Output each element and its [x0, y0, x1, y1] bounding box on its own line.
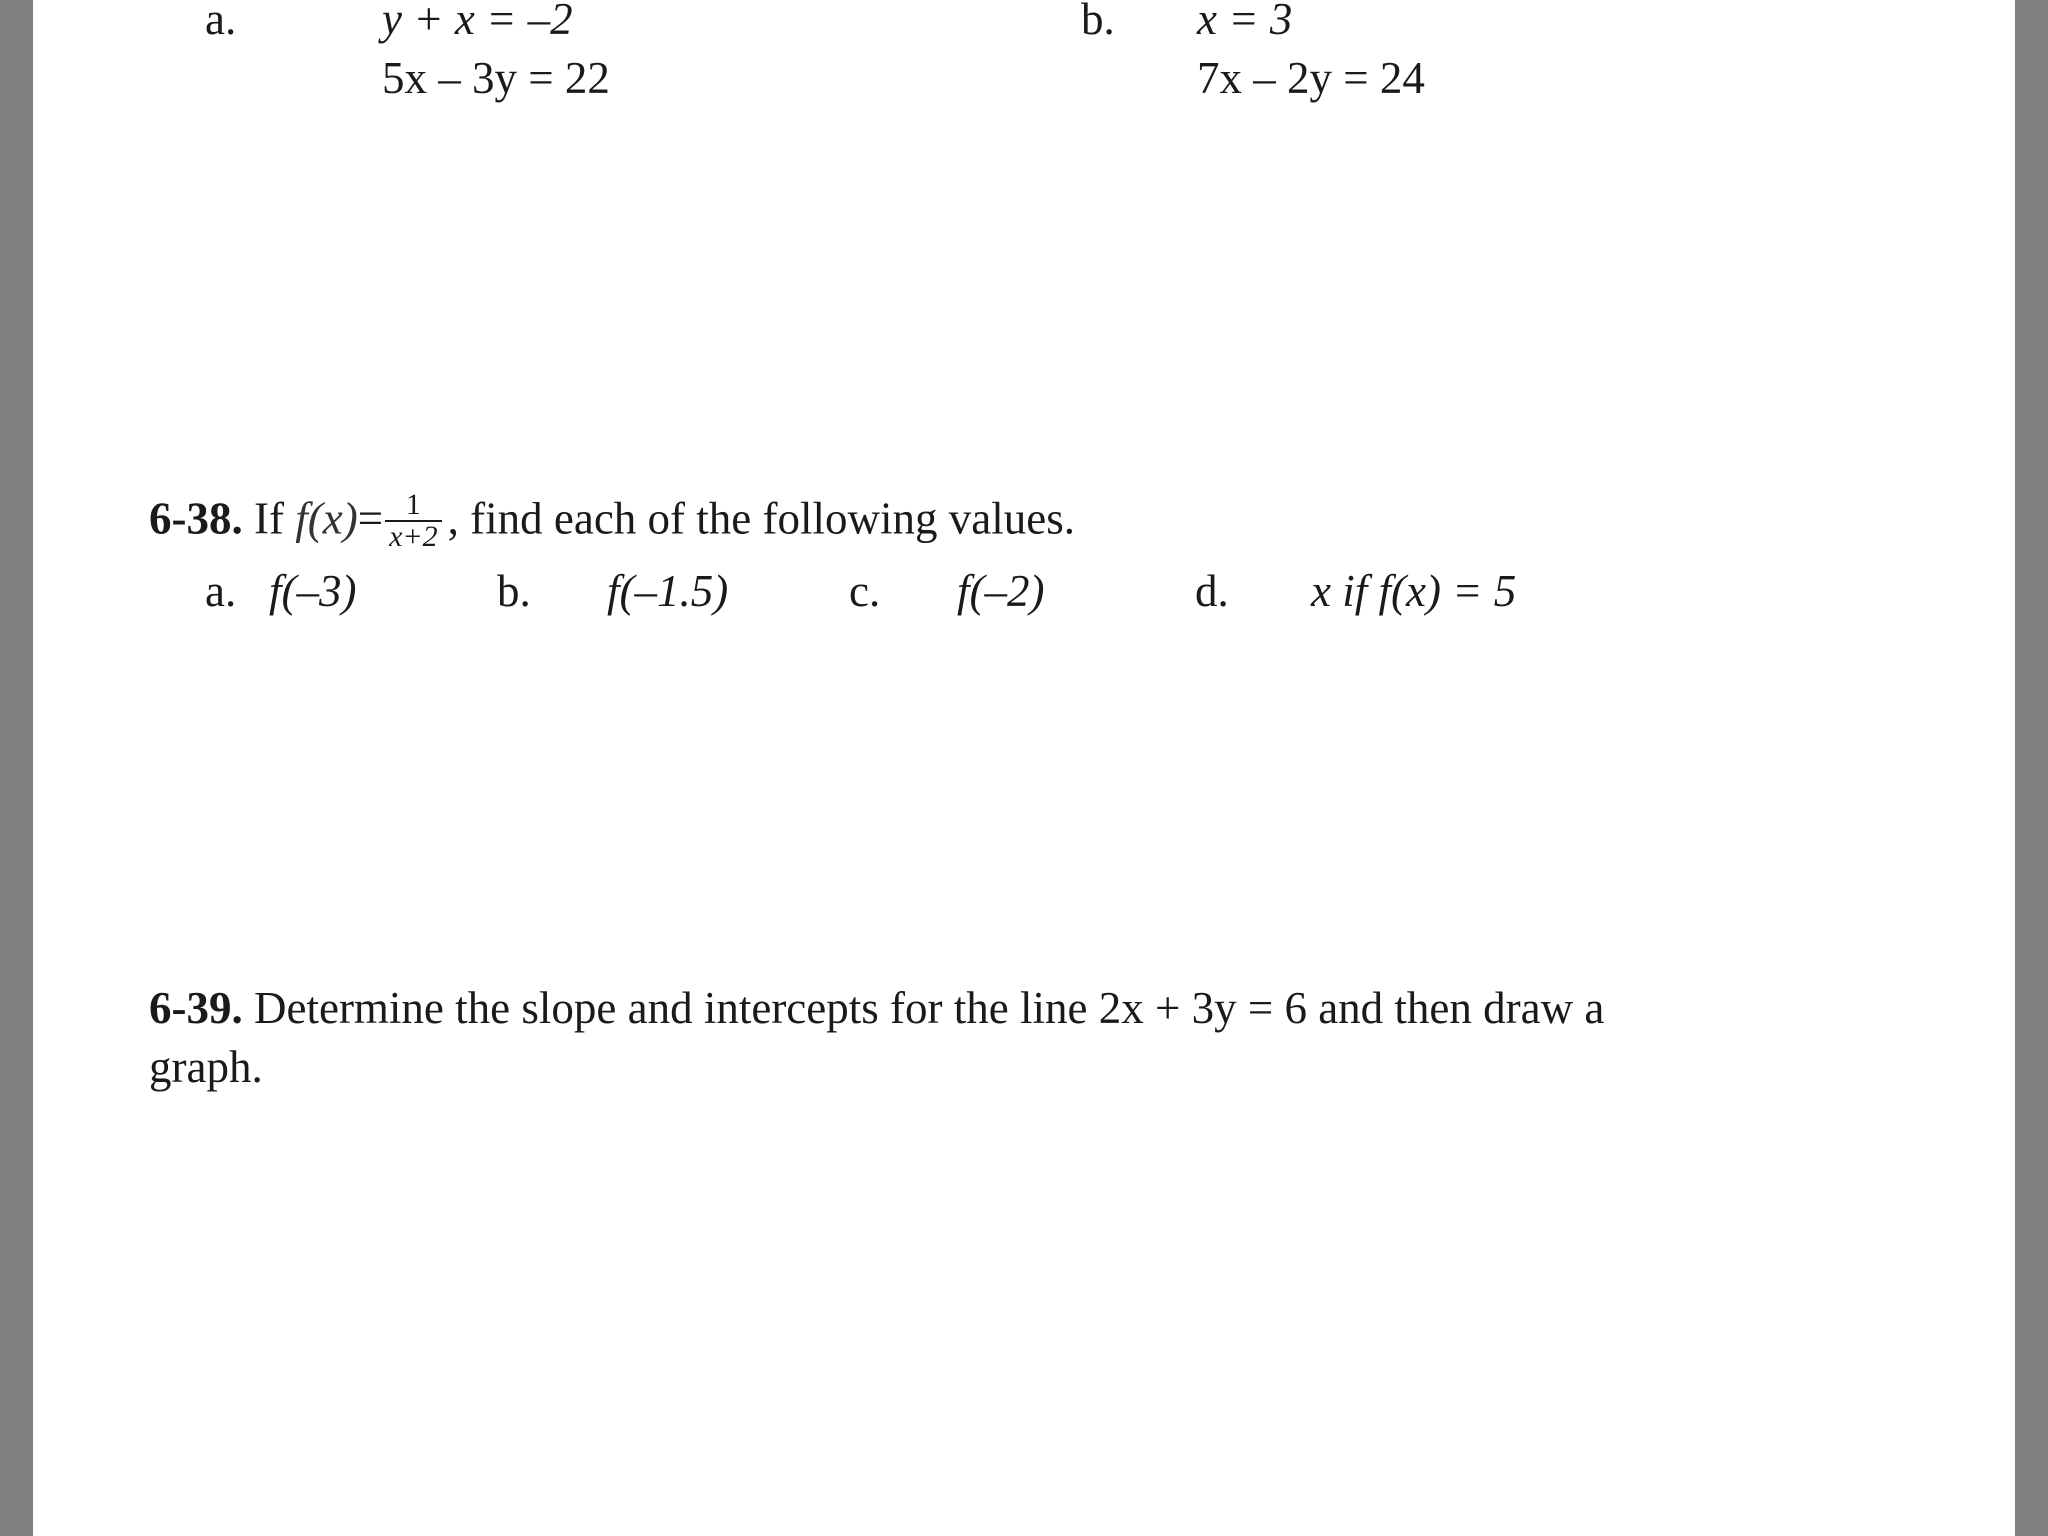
- problem-6-38-part-c-expr: f(–2): [957, 566, 1045, 616]
- problem-6-39-line-1: [149, 983, 1605, 1033]
- part-b-label: b.: [1081, 0, 1115, 44]
- part-a-equation-1: y + x = –2: [382, 0, 573, 44]
- problem-6-38-statement: [149, 488, 1075, 554]
- part-a-equation-2: 5x – 3y = 22: [382, 53, 610, 103]
- function-notation: f(x): [295, 493, 358, 544]
- problem-6-38-part-a-label: a.: [205, 566, 237, 616]
- problem-6-38-number: 6-38.: [149, 493, 243, 544]
- problem-6-38-lead: If: [254, 493, 284, 544]
- worksheet-page: [33, 0, 2015, 1536]
- problem-6-39-text: Determine the slope and intercepts for the line 2x + 3y = 6 and then draw a: [254, 983, 1605, 1033]
- fraction-numerator: 1: [385, 490, 442, 522]
- problem-6-38-part-b-expr: f(–1.5): [607, 566, 729, 616]
- problem-6-38-tail: , find each of the following values.: [447, 493, 1075, 544]
- part-b-equation-1: x = 3: [1197, 0, 1293, 44]
- problem-6-38-part-c-label: c.: [849, 566, 881, 616]
- part-a-label: a.: [205, 0, 237, 44]
- problem-6-38-part-d-label: d.: [1195, 566, 1229, 616]
- problem-6-39-line-2: graph.: [149, 1042, 263, 1092]
- problem-6-39-number: 6-39.: [149, 983, 243, 1033]
- equals-sign: =: [357, 493, 384, 544]
- problem-6-38-part-d-expr: x if f(x) = 5: [1311, 566, 1517, 616]
- function-fraction: [385, 490, 442, 552]
- fraction-denominator: x+2: [389, 520, 438, 553]
- problem-6-38-part-b-label: b.: [497, 566, 531, 616]
- problem-6-38-part-a-expr: f(–3): [269, 566, 357, 616]
- part-b-equation-2: 7x – 2y = 24: [1197, 53, 1425, 103]
